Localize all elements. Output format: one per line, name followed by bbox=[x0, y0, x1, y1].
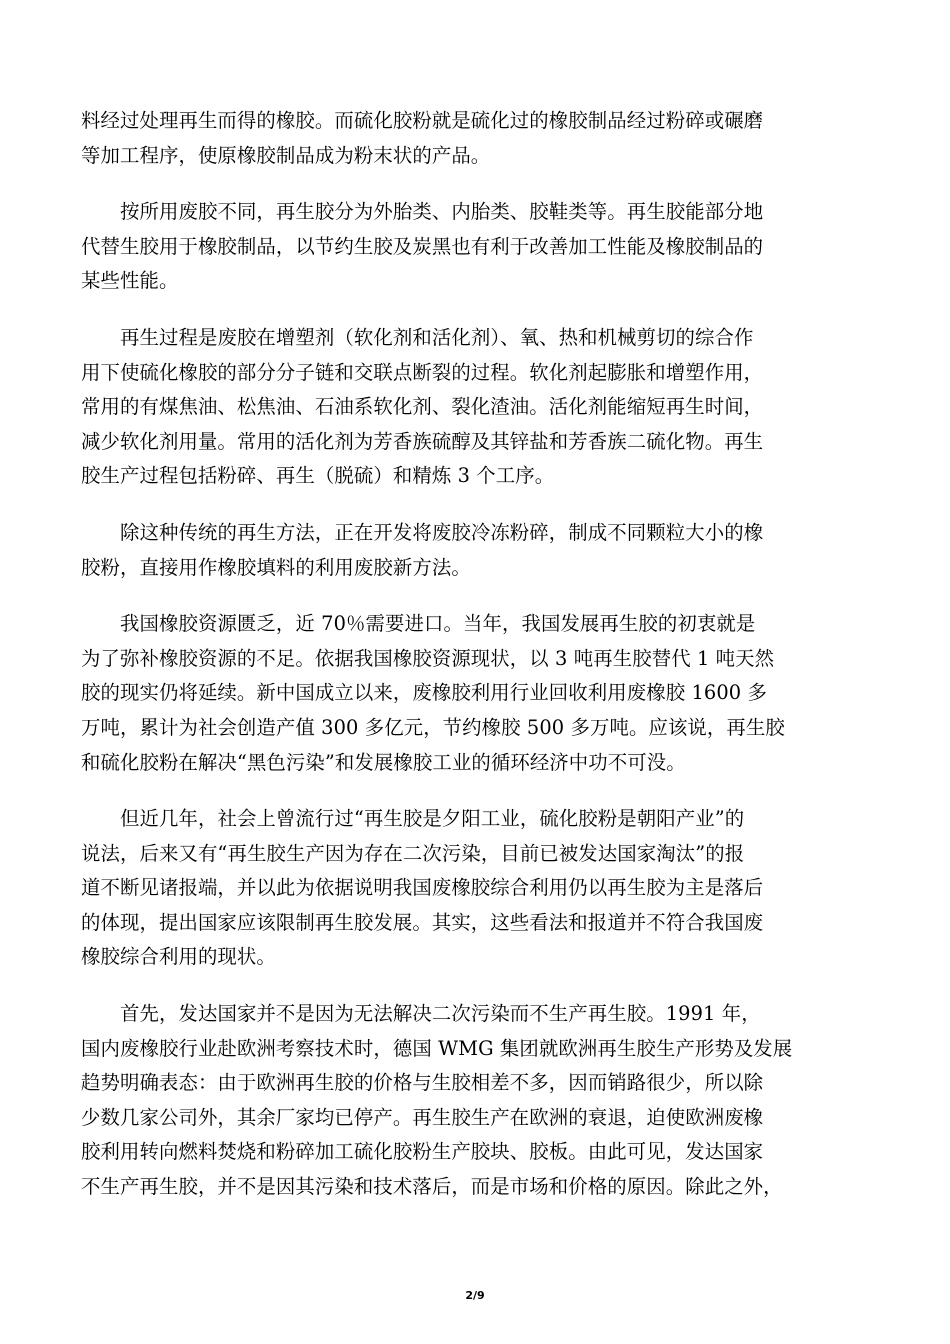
document-body bbox=[81, 104, 875, 1227]
paragraph bbox=[81, 104, 875, 173]
text-line: 胶的现实仍将延续。新中国成立以来，废橡胶利用行业回收利用废橡胶 1600 多 bbox=[81, 681, 767, 705]
text-line: 的体现，提出国家应该限制再生胶发展。其实，这些看法和报道并不符合我国废 bbox=[81, 910, 764, 934]
text-line: 料经过处理再生而得的橡胶。而硫化胶粉就是硫化过的橡胶制品经过粉碎或碾磨 bbox=[81, 109, 764, 132]
text-line: 再生过程是废胶在增塑剂（软化剂和活化剂）、氧、热和机械剪切的综合作 bbox=[120, 325, 754, 349]
text-line: 道不断见诸报端，并以此为依据说明我国废橡胶综合利用仍以再生胶为主是落后 bbox=[81, 876, 764, 900]
paragraph bbox=[81, 607, 875, 780]
text-line: 橡胶综合利用的现状。 bbox=[81, 945, 276, 969]
text-line: 胶利用转向燃料焚烧和粉碎加工硫化胶粉生产胶块、胶板。由此可见，发达国家 bbox=[81, 1140, 764, 1164]
text-line: 趋势明确表态：由于欧洲再生胶的价格与生胶相差不多，因而销路很少，所以除 bbox=[81, 1071, 764, 1095]
text-line: 胶生产过程包括粉碎、再生（脱硫）和精炼 3 个工序。 bbox=[81, 464, 555, 488]
text-line: 胶粉，直接用作橡胶填料的利用废胶新方法。 bbox=[81, 555, 471, 579]
text-line: 用下使硫化橡胶的部分分子链和交联点断裂的过程。软化剂起膨胀和增塑作用， bbox=[81, 360, 764, 384]
text-line: 减少软化剂用量。常用的活化剂为芳香族硫醇及其锌盐和芳香族二硫化物。再生 bbox=[81, 429, 764, 453]
text-line: 我国橡胶资源匮乏，近 70％需要进口。当年，我国发展再生胶的初衷就是 bbox=[120, 612, 756, 636]
text-line: 代替生胶用于橡胶制品，以节约生胶及炭黑也有利于改善加工性能及橡胶制品的 bbox=[81, 234, 764, 258]
text-line: 某些性能。 bbox=[81, 269, 179, 293]
text-line: 首先，发达国家并不是因为无法解决二次污染而不生产再生胶。1991 年， bbox=[120, 1002, 761, 1026]
text-line: 万吨，累计为社会创造产值 300 多亿元，节约橡胶 500 多万吨。应该说，再生胶 bbox=[81, 715, 785, 739]
paragraph bbox=[81, 516, 875, 585]
text-line: 少数几家公司外，其余厂家均已停产。再生胶生产在欧洲的衰退，迫使欧洲废橡 bbox=[81, 1105, 764, 1129]
text-line: 说法，后来又有“再生胶生产因为存在二次污染，目前已被发达国家淘汰”的报 bbox=[81, 841, 745, 865]
paragraph bbox=[81, 802, 875, 975]
text-line: 和硫化胶粉在解决“黑色污染”和发展橡胶工业的循环经济中功不可没。 bbox=[81, 750, 686, 774]
paragraph bbox=[81, 321, 875, 494]
paragraph bbox=[81, 997, 875, 1205]
text-line: 为了弥补橡胶资源的不足。依据我国橡胶资源现状，以 3 吨再生胶替代 1 吨天然 bbox=[81, 646, 775, 670]
text-line: 除这种传统的再生方法，正在开发将废胶冷冻粉碎，制成不同颗粒大小的橡 bbox=[120, 520, 764, 544]
page-number: 2/9 bbox=[465, 1289, 485, 1302]
text-line: 等加工程序，使原橡胶制品成为粉末状的产品。 bbox=[81, 143, 491, 167]
text-line: 不生产再生胶，并不是因其污染和技术落后，而是市场和价格的原因。除此之外， bbox=[81, 1175, 783, 1199]
text-line: 国内废橡胶行业赴欧洲考察技术时，德国 WMG 集团就欧洲再生胶生产形势及发展 bbox=[81, 1036, 793, 1060]
paragraph bbox=[81, 195, 875, 299]
text-line: 常用的有煤焦油、松焦油、石油系软化剂、裂化渣油。活化剂能缩短再生时间， bbox=[81, 395, 764, 419]
text-line: 按所用废胶不同，再生胶分为外胎类、内胎类、胶鞋类等。再生胶能部分地 bbox=[120, 200, 764, 224]
text-line: 但近几年，社会上曾流行过“再生胶是夕阳工业，硫化胶粉是朝阳产业”的 bbox=[120, 807, 745, 831]
